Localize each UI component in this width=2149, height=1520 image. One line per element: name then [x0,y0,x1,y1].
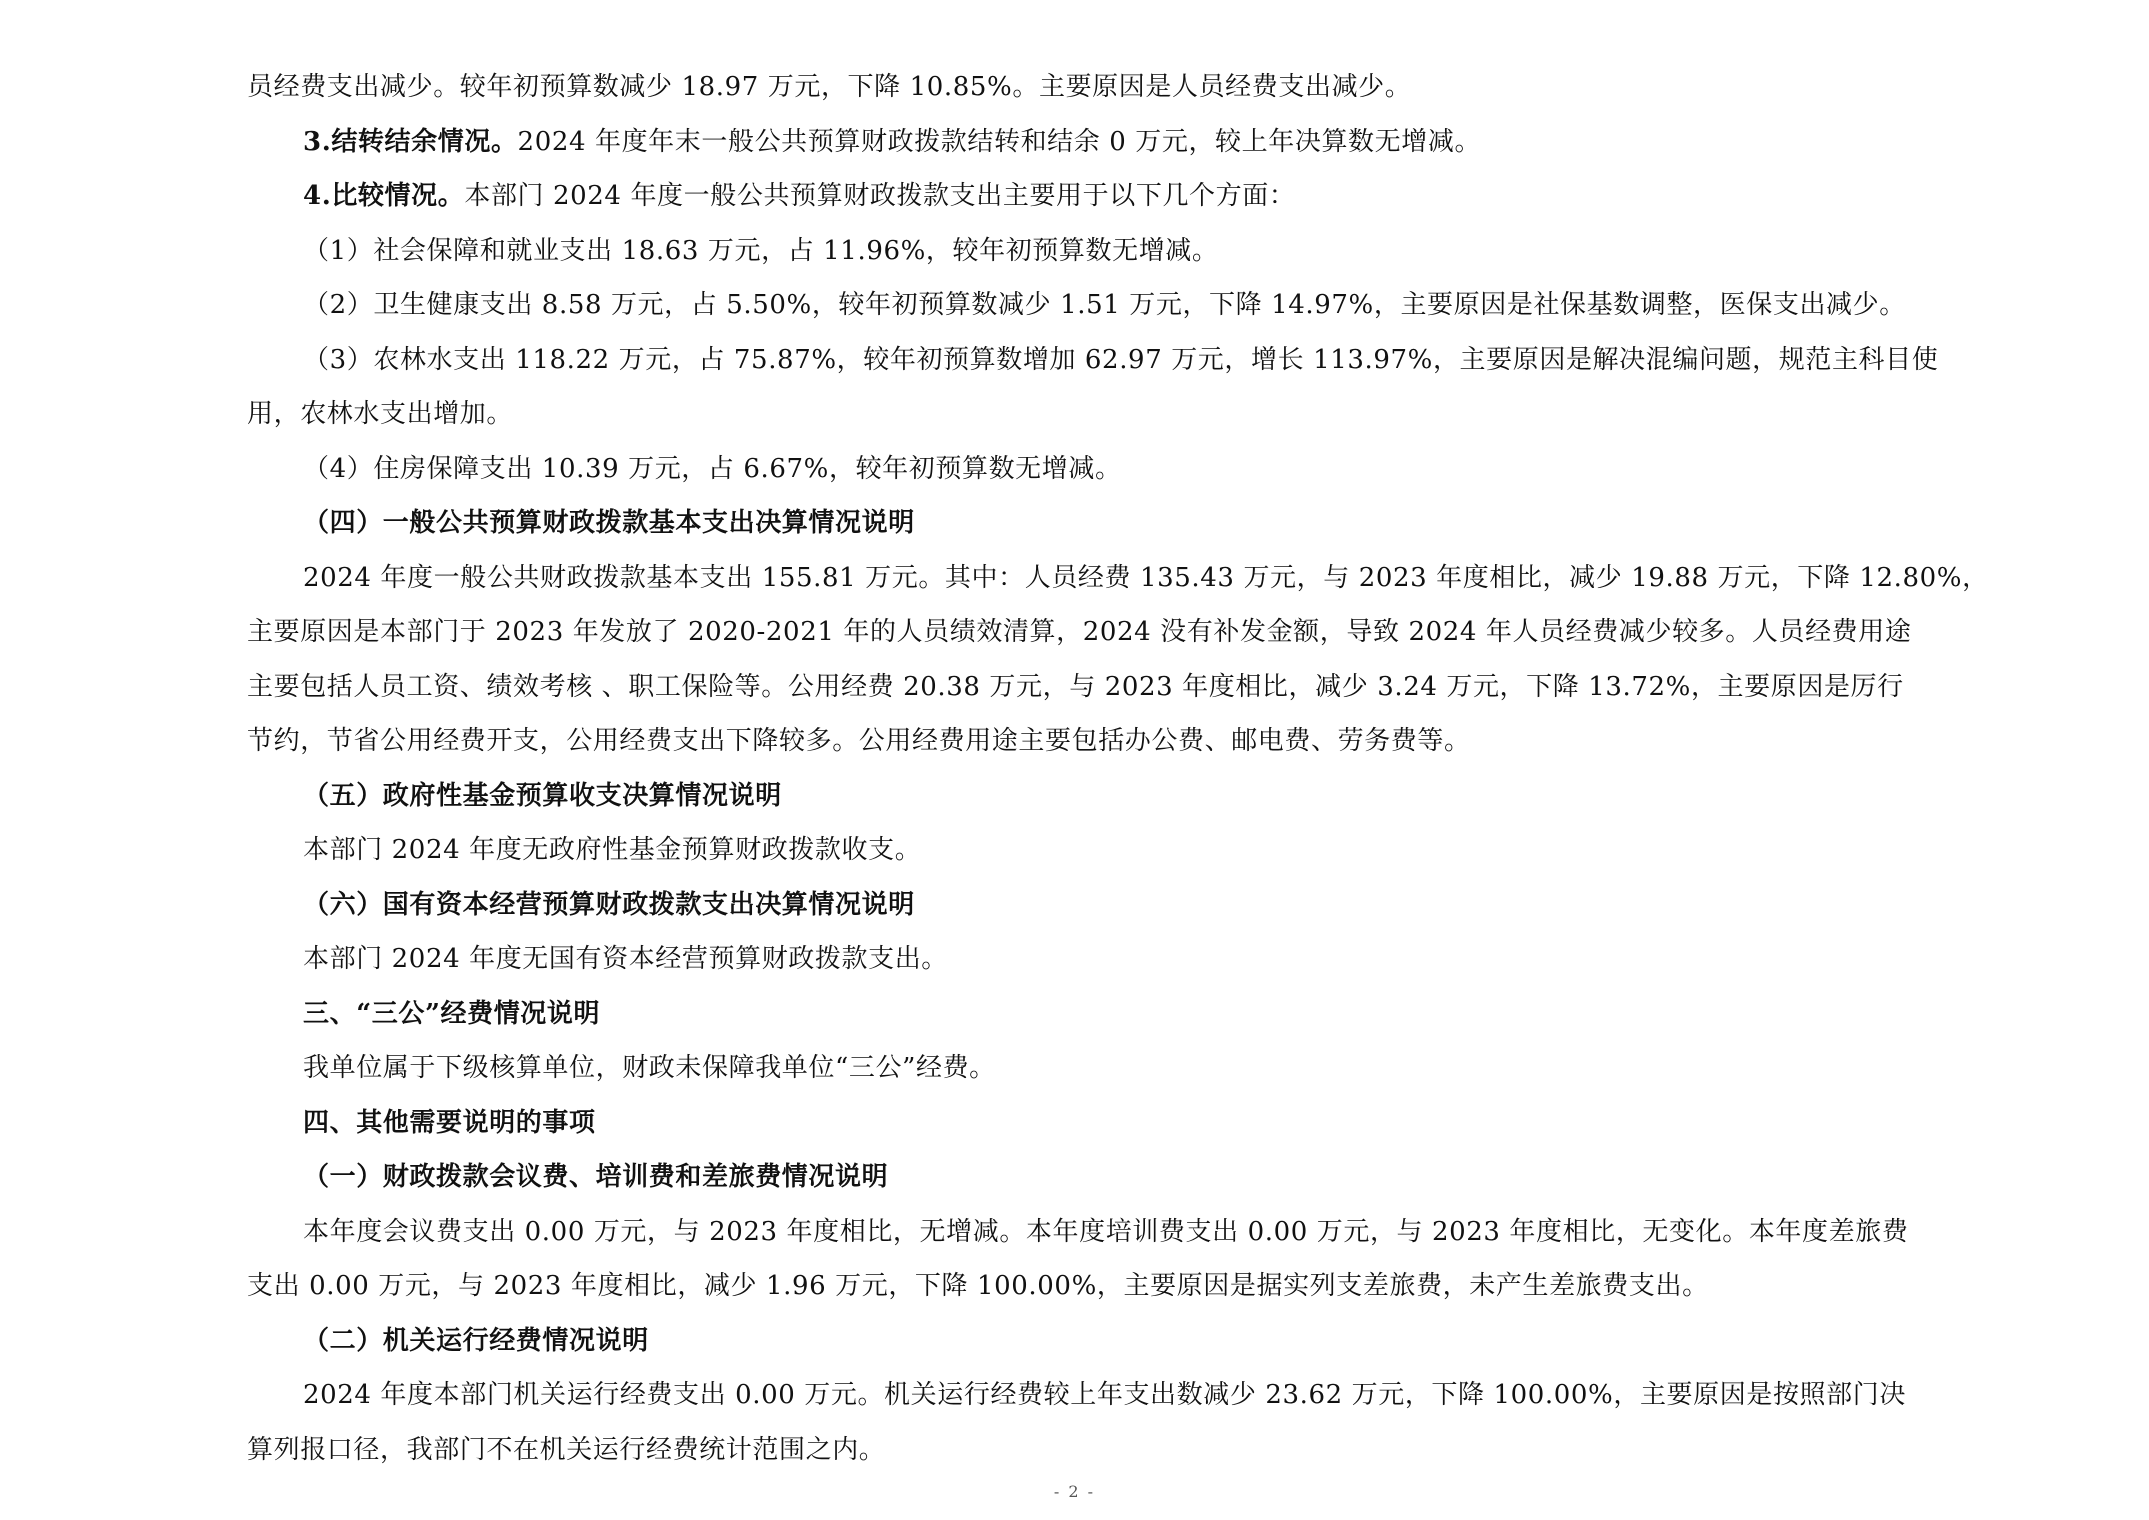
page-number: - 2 - [1053,1482,1096,1501]
paragraph-line: （3）农林水支出 118.22 万元，占 75.87%，较年初预算数增加 62.97 万元，增长 113.97%，主要原因是解决混编问题，规范主科目使 [303,344,1939,375]
paragraph-line: 3.结转结余情况。2024 年度年末一般公共预算财政拨款结转和结余 0 万元，较上年决算数无增减。 [303,126,1482,157]
paragraph-line: 本部门 2024 年度无国有资本经营预算财政拨款支出。 [303,944,948,974]
inline-heading: 3.结转结余情况。 [303,126,518,157]
paragraph-line: （4）住房保障支出 10.39 万元，占 6.67%，较年初预算数无增减。 [303,453,1122,484]
paragraph-line: 用，农林水支出增加。 [247,399,514,429]
document-page [247,60,1987,1477]
paragraph-line: （1）社会保障和就业支出 18.63 万元，占 11.96%，较年初预算数无增减。 [303,235,1219,266]
paragraph-line: 4.比较情况。本部门 2024 年度一般公共预算财政拨款支出主要用于以下几个方面： [303,181,1296,211]
paragraph-line: 本年度会议费支出 0.00 万元，与 2023 年度相比，无增减。本年度培训费支出 0.00 万元，与 2023 年度相比，无变化。本年度差旅费 [303,1216,1909,1247]
section-heading: （四）一般公共预算财政拨款基本支出决算情况说明 [303,508,915,538]
paragraph-line: 2024 年度一般公共财政拨款基本支出 155.81 万元。其中：人员经费 135.43 万元，与 2023 年度相比，减少 19.88 万元，下降 12.80%， [303,562,1989,593]
section-heading: （一）财政拨款会议费、培训费和差旅费情况说明 [303,1162,889,1192]
paragraph-line: 本部门 2024 年度无政府性基金预算财政拨款收支。 [303,835,922,865]
paragraph-line: 主要包括人员工资、绩效考核 、职工保险等。公用经费 20.38 万元，与 2023 年度相比，减少 3.24 万元，下降 13.72%，主要原因是厉行 [247,671,1904,702]
section-heading: 三、“三公”经费情况说明 [303,998,601,1029]
paragraph-line: 算列报口径，我部门不在机关运行经费统计范围之内。 [247,1434,886,1465]
paragraph-line: （2）卫生健康支出 8.58 万元，占 5.50%，较年初预算数减少 1.51 万元，下降 14.97%，主要原因是社保基数调整，医保支出减少。 [303,290,1906,320]
paragraph-line: 主要原因是本部门于 2023 年发放了 2020-2021 年的人员绩效清算，2024 没有补发金额，导致 2024 年人员经费减少较多。人员经费用途 [247,617,1912,647]
section-heading: （二）机关运行经费情况说明 [303,1325,649,1356]
paragraph-line: 2024 年度本部门机关运行经费支出 0.00 万元。机关运行经费较上年支出数减少 23.62 万元，下降 100.00%，主要原因是按照部门决 [303,1380,1906,1410]
paragraph-line: 节约，节省公用经费开支，公用经费支出下降较多。公用经费用途主要包括办公费、邮电费、劳务费等。 [247,726,1471,756]
paragraph-line: 我单位属于下级核算单位，财政未保障我单位“三公”经费。 [303,1053,996,1083]
section-heading: （六）国有资本经营预算财政拨款支出决算情况说明 [303,889,915,920]
paragraph-line: 员经费支出减少。较年初预算数减少 18.97 万元，下降 10.85%。主要原因是人员经费支出减少。 [247,72,1412,102]
section-heading: 四、其他需要说明的事项 [303,1107,596,1138]
paragraph-line: 支出 0.00 万元，与 2023 年度相比，减少 1.96 万元，下降 100.00%，主要原因是据实列支差旅费，未产生差旅费支出。 [247,1271,1709,1301]
section-heading: （五）政府性基金预算收支决算情况说明 [303,780,782,811]
inline-heading: 4.比较情况。 [303,181,465,211]
